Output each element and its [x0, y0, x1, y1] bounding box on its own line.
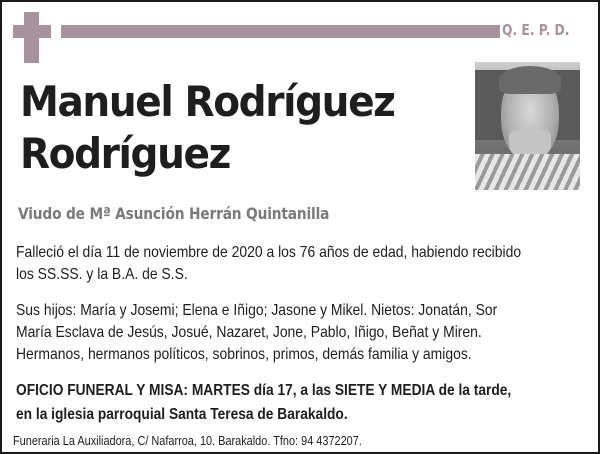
family-line-2: María Esclava de Jesús, Josué, Nazaret, Jone, Pablo, Iñigo, Beñat y Miren.	[16, 324, 482, 341]
photo-scarf	[475, 154, 580, 190]
deceased-photo	[475, 62, 580, 190]
name-line-1: Manuel Rodríguez	[20, 77, 395, 126]
name-line-2: Rodríguez	[20, 129, 230, 178]
header-rule	[61, 25, 500, 38]
qepd-label: Q. E. P. D.	[502, 21, 570, 39]
funeral-line-2: en la iglesia parroquial Santa Teresa de Barakaldo.	[16, 406, 348, 423]
cross-icon-arm	[13, 25, 51, 38]
deceased-name	[20, 76, 395, 180]
widow-of: Viudo de Mª Asunción Herrán Quintanilla	[18, 204, 330, 223]
family-line-1: Sus hijos: María y Josemi; Elena e Iñigo; Jasone y Mikel. Nietos: Jonatán, Sor	[16, 302, 498, 319]
funeral-line-1: OFICIO FUNERAL Y MISA: MARTES día 17, a las SIETE Y MEDIA de la tarde,	[16, 382, 512, 399]
death-notice-line-2: los SS.SS. y la B.A. de S.S.	[16, 266, 188, 283]
photo-hair	[499, 66, 561, 94]
funeral-home-info: Funeraria La Auxiliadora, C/ Nafarroa, 10. Barakaldo. Tfno: 94 4372207.	[13, 433, 362, 448]
funeral-service	[16, 379, 600, 427]
death-notice-line-1: Falleció el día 11 de noviembre de 2020 a los 76 años de edad, habiendo recibido	[16, 244, 522, 261]
family-list	[16, 300, 590, 366]
family-line-3: Hermanos, hermanos políticos, sobrinos, primos, demás familia y amigos.	[16, 346, 472, 363]
death-notice	[16, 242, 590, 286]
